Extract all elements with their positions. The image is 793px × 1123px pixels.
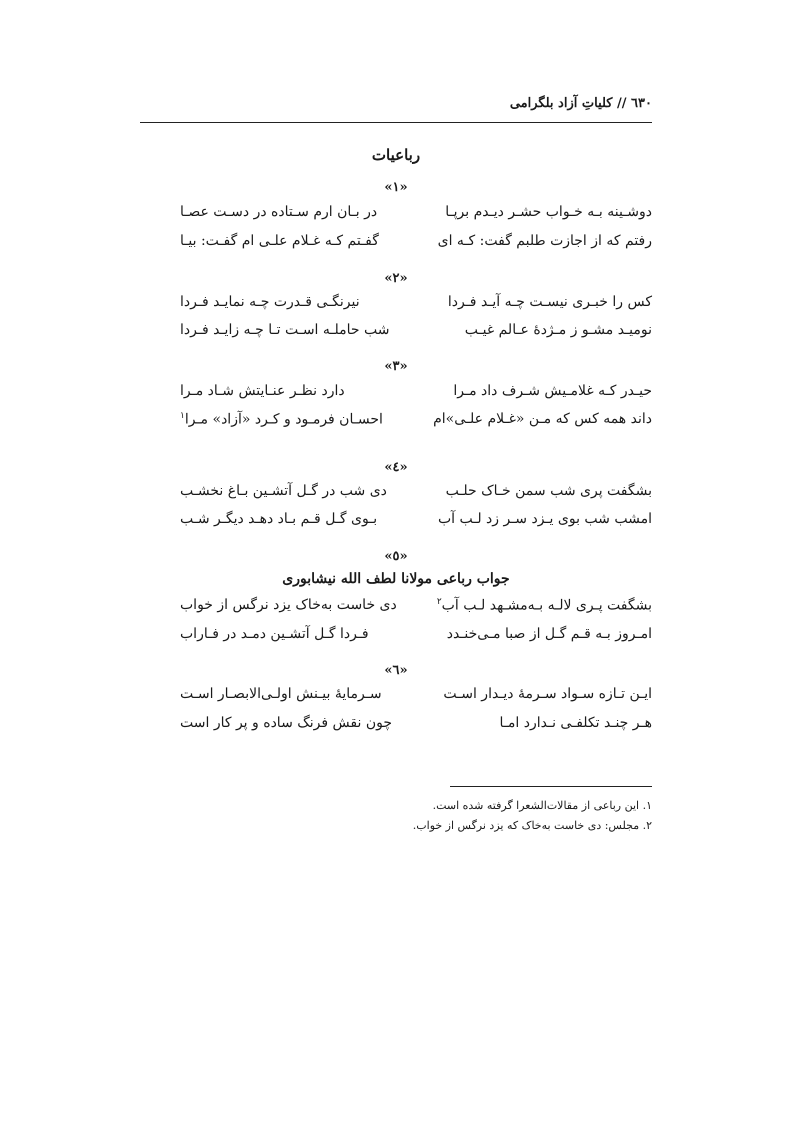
- header-rule: [140, 122, 652, 123]
- hemistich: امشب شب بوی یـزد سـر زد لـب آب: [437, 511, 652, 527]
- hemistich-text: احسـان فرمـود و کـرد «آزاد» مـرا: [184, 411, 383, 428]
- rubai-number: «٥»: [384, 549, 408, 564]
- rubai-number: «١»: [384, 180, 408, 195]
- hemistich: امـروز بـه قـم گـل از صبا مـی‌خنـدد: [446, 626, 652, 642]
- hemistich-text: بشگفت پـری لالـه بـه‌مشـهد لـب آب: [441, 597, 652, 614]
- verse-line: [180, 686, 652, 708]
- hemistich: [437, 597, 652, 614]
- hemistich: چون نقش فرنگ ساده و پر کار است: [180, 715, 392, 731]
- hemistich: سـرمایۀ بیـنش اولـی‌الابصـار اسـت: [180, 686, 382, 702]
- rubai-number: «٢»: [384, 271, 408, 286]
- hemistich: ایـن تـازه سـواد سـرمۀ دیـدار اسـت: [443, 686, 652, 702]
- hemistich: هـر چنـد تکلفـی نـدارد امـا: [499, 715, 652, 731]
- hemistich: بشگفت پری شب سمن خـاک حلـب: [445, 483, 652, 499]
- hemistich: در بـان ارم سـتاده در دسـت عصـا: [180, 204, 378, 220]
- hemistich: کس را خبـری نیسـت چـه آیـد فـردا: [447, 294, 652, 310]
- hemistich: گفـتم کـه غـلام علـی ام گفـت: بیـا: [180, 233, 379, 249]
- verse-line: [180, 511, 652, 533]
- rubai-number: «٣»: [384, 359, 408, 374]
- hemistich: حیـدر کـه غلامـیش شـرف داد مـرا: [453, 383, 652, 399]
- verse-line: [180, 715, 652, 737]
- footnote-rule: [450, 786, 652, 787]
- hemistich: فـردا گـل آتشـین دمـد در فـاراب: [180, 626, 369, 642]
- hemistich: رفتم که از اجازت طلبم گفت: کـه ای: [437, 233, 652, 249]
- verse-line: [180, 597, 652, 619]
- hemistich: نومیـد مشـو ز مـژدۀ عـالم غیـب: [464, 322, 652, 338]
- hemistich: شب حاملـه اسـت تـا چـه زایـد فـردا: [180, 322, 390, 338]
- verse-line: [180, 322, 652, 344]
- hemistich: دی خاست به‌خاک یزد نرگس از خواب: [180, 597, 397, 613]
- hemistich: [180, 411, 383, 428]
- footnote-marker: ٢: [436, 597, 442, 607]
- hemistich: دارد نظـر عنـایتش شـاد مـرا: [180, 383, 345, 399]
- hemistich: بـوی گـل قـم بـاد دهـد دیگـر شـب: [180, 511, 378, 527]
- verse-line: [180, 294, 652, 316]
- verse-line: [180, 411, 652, 433]
- hemistich: دی شب در گـل آتشـین بـاغ نخشـب: [180, 483, 387, 499]
- running-header: ٦٣٠ // کلیاتِ آزاد بلگرامی: [509, 96, 652, 111]
- rubai-heading: جواب رباعی مولانا لطف الله نیشابوری: [282, 571, 510, 587]
- footnote: ٢. مجلس: دی خاست به‌خاک که یزد نرگس از خواب.: [412, 819, 652, 832]
- footnote: ١. این رباعی از مقالات‌الشعرا گرفته شده است.: [432, 799, 652, 812]
- verse-line: [180, 626, 652, 648]
- verse-line: [180, 483, 652, 505]
- hemistich: نیرنگـی قـدرت چـه نمایـد فـردا: [180, 294, 360, 310]
- rubai-number: «٦»: [384, 663, 408, 678]
- hemistich: دوشـینه بـه خـواب حشـر دیـدم برپـا: [445, 204, 652, 220]
- hemistich: داند همه کس که مـن «غـلام علـی»ام: [433, 411, 652, 427]
- section-title: رباعیات: [371, 146, 421, 164]
- verse-line: [180, 233, 652, 255]
- verse-line: [180, 383, 652, 405]
- footnote-marker: ١: [180, 411, 185, 421]
- verse-line: [180, 204, 652, 226]
- rubai-number: «٤»: [384, 460, 408, 475]
